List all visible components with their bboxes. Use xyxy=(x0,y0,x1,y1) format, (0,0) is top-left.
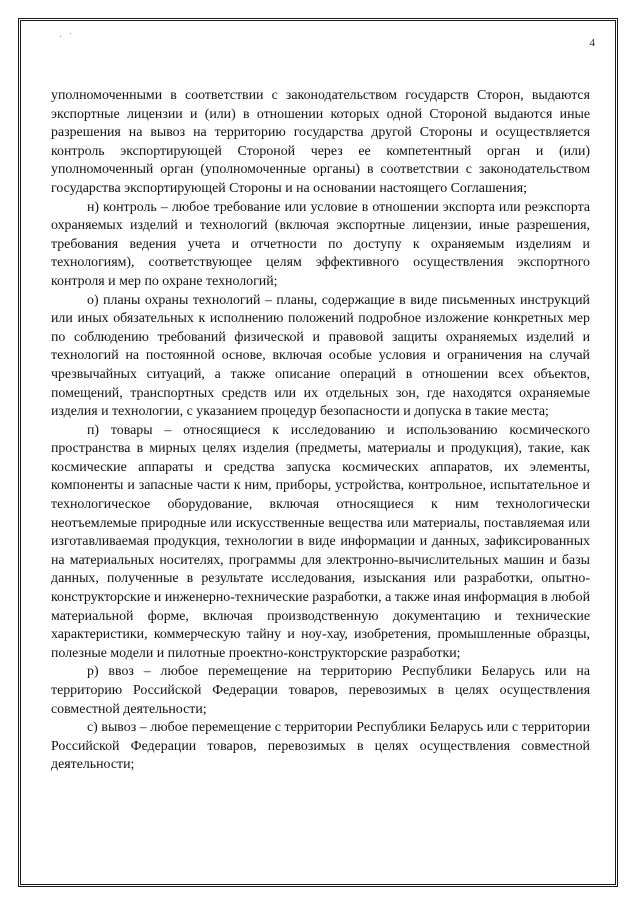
paragraph-r-import: р) ввоз – любое перемещение на территорию Республики Беларусь или на территорию Российской Федерации товаров, перевозимых в целях осуществления совместной деятельности; xyxy=(51,664,590,717)
page-number: 4 xyxy=(589,37,595,49)
paragraph-continuation: уполномоченными в соответствии с законодательством государств Сторон, выдаются экспортные лицензии и (или) в отношении которых одной Стороной выдаются иные разрешения на вывоз на территорию государства другой Стороны и осуществляется контроль экспортирующей Стороной через ее компетентный орган и (или) уполномоченный орган (уполномоченные органы) в соответствии с законодательством государства экспортирующей Стороны и на основании настоящего Соглашения; xyxy=(51,88,590,196)
paragraph-s-export: с) вывоз – любое перемещение с территории Республики Беларусь или с территории Российской Федерации товаров, перевозимых в целях осуществления совместной деятельности; xyxy=(51,720,590,773)
scan-artifact: · ˙ xyxy=(59,32,75,43)
paragraph-n-control: н) контроль – любое требование или условие в отношении экспорта или реэкспорта охраняемых изделий и технологий (включая экспортные лицензии, иные разрешения, требования ведения учета и отчетности по доступу к охраняемым изделиям и технологиям), соответствующее целям эффективного осуществления экспортного контроля и мер по охране технологий; xyxy=(51,199,590,289)
document-body xyxy=(51,87,590,775)
document-page xyxy=(18,18,618,887)
paragraph-o-technology-plans: о) планы охраны технологий – планы, содержащие в виде письменных инструкций или иных обязательных к исполнению положений подробное изложение конкретных мер по соблюдению требований физической и правовой защиты охраняемых изделий и технологий на постоянной основе, включая особые условия и ограничения на случай чрезвычайных ситуаций, а также описание операций в отношении всех объектов, помещений, транспортных средств или их отдельных зон, где находятся охраняемые изделия и технологии, с указанием процедур безопасности и допуска в такие места; xyxy=(51,292,590,420)
paragraph-p-goods: п) товары – относящиеся к исследованию и использованию космического пространства в мирных целях изделия (предметы, материалы и продукция), такие, как космические аппараты и средства запуска космических аппаратов, их элементы, компоненты и запасные части к ним, приборы, устройства, контрольное, испытательное и технологическое оборудование, включая относящиеся к ним технологически неотъемлемые природные или искусственные вещества или материалы, поставляемая или изготавливаемая продукция, технологии в виде информации и данных, зафиксированных на материальных носителях, программы для электронно-вычислительных машин и базы данных, полученные в результате исследования, изыскания или разработки, опытно-конструкторские и инженерно-технические разработки, а также иная информация в любой материальной форме, включая производственную документацию и технические характеристики, коммерческую тайну и ноу-хау, изобретения, промышленные образцы, полезные модели и пилотные проектно-конструкторские разработки; xyxy=(51,422,590,661)
